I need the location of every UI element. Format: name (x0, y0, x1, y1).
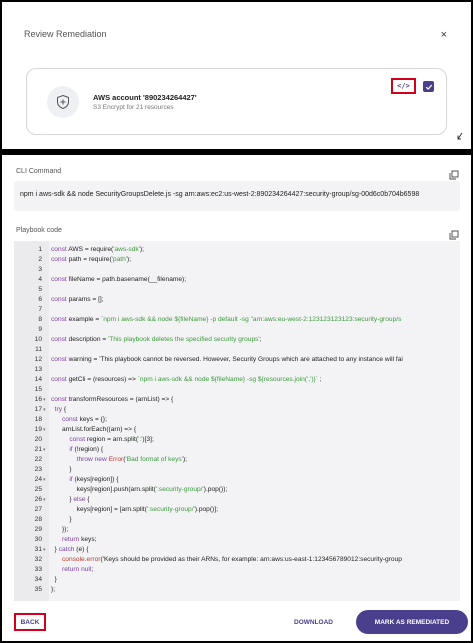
code-line (14, 465, 460, 475)
playbook-code-label: Playbook code (16, 227, 62, 234)
code-line (14, 455, 460, 465)
cli-command-text: npm i aws-sdk && node SecurityGroupsDelete.js -sg arn:aws:ec2:us-west-2:890234264427:security-group/sg-00d6c0b704b6598 (20, 191, 420, 198)
code-text: const path = require('path'); (51, 256, 132, 263)
line-number: 33 (34, 566, 42, 573)
line-number: 4 (38, 276, 42, 283)
code-line (14, 375, 460, 385)
code-line (14, 535, 460, 545)
line-number: 7 (38, 306, 42, 313)
back-button-label: BACK (20, 618, 40, 626)
cli-command-box[interactable] (14, 181, 460, 211)
fold-toggle-icon[interactable]: ▾ (43, 497, 46, 503)
code-line (14, 495, 460, 505)
code-line (14, 555, 460, 565)
code-line (14, 425, 460, 435)
code-text: }; (51, 586, 56, 593)
code-line (14, 275, 460, 285)
code-line (14, 385, 460, 395)
code-text: const params = []; (51, 296, 104, 303)
fold-toggle-icon[interactable]: ▾ (43, 397, 46, 403)
code-line (14, 415, 460, 425)
code-line (14, 355, 460, 365)
code-line (14, 255, 460, 265)
code-line (14, 445, 460, 455)
code-text: const warning = 'This playbook cannot be reversed. However, Security Groups which are attached to any instance will fai (51, 356, 403, 363)
fold-toggle-icon[interactable]: ▾ (43, 477, 46, 483)
code-text: const fileName = path.basename(__filename); (51, 276, 187, 283)
line-number: 30 (34, 536, 42, 543)
code-line (14, 475, 460, 485)
code-text: }); (51, 526, 69, 533)
code-text: } (51, 466, 72, 473)
fold-toggle-icon[interactable]: ▾ (43, 547, 46, 553)
line-number: 10 (34, 336, 42, 343)
code-line (14, 405, 460, 415)
account-card (26, 68, 447, 135)
code-line (14, 435, 460, 445)
line-number: 34 (34, 576, 42, 583)
code-text: } (51, 576, 57, 583)
code-text: if (keys[region]) { (69, 476, 119, 483)
code-text: const getCli = (resources) => `npm i aws-sdk && node ${fileName} -sg ${resources.join(',')}` ; (51, 376, 322, 383)
code-text: return keys; (62, 536, 97, 543)
code-line (14, 565, 460, 575)
review-remediation-header-panel (2, 2, 471, 149)
code-line (14, 345, 460, 355)
code-text: console.error('Keys should be provided as their ARNs, for example: arn:aws:us-east-1:123456789012:security-group (62, 556, 402, 563)
code-line (14, 335, 460, 345)
code-text: throw new Error('Bad format of keys'); (76, 456, 187, 463)
code-line (14, 365, 460, 375)
code-line (14, 305, 460, 315)
code-text: const description = 'This playbook deletes the specified security groups'; (51, 336, 262, 343)
line-number: 25 (34, 486, 42, 493)
line-number: 5 (38, 286, 42, 293)
back-button[interactable] (14, 613, 46, 631)
code-text: if (!region) { (69, 446, 104, 453)
code-text: const AWS = require('aws-sdk'); (51, 246, 144, 253)
code-text: } (51, 516, 72, 523)
close-icon[interactable]: × (440, 29, 447, 41)
code-line (14, 485, 460, 495)
line-number: 15 (34, 386, 42, 393)
code-line (14, 525, 460, 535)
line-number: 29 (34, 526, 42, 533)
line-number: 23 (34, 466, 42, 473)
remediation-details-panel (2, 155, 471, 641)
line-number: 12 (34, 356, 42, 363)
line-number: 13 (34, 366, 42, 373)
line-number: 8 (38, 316, 42, 323)
line-number: 35 (34, 586, 42, 593)
code-line (14, 505, 460, 515)
code-line (14, 585, 460, 595)
code-text: const region = arn.split(':')[3]; (69, 436, 154, 443)
line-number: 20 (34, 436, 42, 443)
code-text: } catch (e) { (51, 546, 89, 553)
select-checkbox[interactable] (423, 81, 434, 92)
code-line (14, 575, 460, 585)
code-text: const keys = {}; (62, 416, 107, 423)
code-line (14, 265, 460, 275)
line-number: 31 (34, 546, 42, 553)
code-line (14, 315, 460, 325)
code-line (14, 245, 460, 255)
line-number: 14 (34, 376, 42, 383)
fold-toggle-icon[interactable]: ▾ (43, 427, 46, 433)
dialog-title: Review Remediation (24, 29, 107, 39)
code-line (14, 285, 460, 295)
playbook-code-editor[interactable] (14, 241, 460, 601)
line-number: 26 (34, 496, 42, 503)
line-number: 11 (35, 346, 42, 353)
code-text: const transformResources = (arnList) => { (51, 396, 174, 403)
code-text: const example = `npm i aws-sdk && node ${fileName} -p default -sg "arn:aws:eu-west-2:123123123123:security-group/s (51, 316, 402, 323)
code-line (14, 395, 460, 405)
code-line (14, 515, 460, 525)
view-code-button[interactable] (391, 78, 416, 94)
fold-toggle-icon[interactable]: ▾ (43, 447, 46, 453)
line-number: 19 (34, 426, 42, 433)
mark-as-remediated-label: MARK AS REMEDIATED (374, 618, 450, 626)
line-number: 3 (38, 266, 42, 273)
checkmark-icon (425, 83, 433, 91)
code-line (14, 295, 460, 305)
line-number: 21 (34, 446, 42, 453)
fold-toggle-icon[interactable]: ▾ (43, 407, 46, 413)
line-number: 16 (34, 396, 42, 403)
collapse-arrow-icon[interactable] (457, 132, 463, 142)
code-text: keys[region] = [arn.split(':security-group/').pop()]; (51, 506, 218, 513)
mark-as-remediated-button[interactable] (356, 610, 468, 634)
line-number: 18 (34, 416, 42, 423)
code-icon: </> (397, 82, 410, 90)
code-text: arnList.forEach((arn) => { (51, 426, 137, 433)
line-number: 2 (38, 256, 42, 263)
shield-plus-icon (47, 86, 79, 118)
code-text: } else { (51, 496, 90, 503)
line-number: 22 (34, 456, 42, 463)
account-name: AWS account '890234264427' (93, 93, 197, 102)
account-subtitle: S3 Encrypt for 21 resources (93, 104, 174, 111)
code-text: try { (54, 406, 67, 413)
code-line (14, 545, 460, 555)
line-number: 17 (34, 406, 42, 413)
line-number: 6 (38, 296, 42, 303)
line-number: 28 (34, 516, 42, 523)
line-number: 24 (34, 476, 42, 483)
code-text: return null; (62, 566, 94, 573)
line-number: 27 (34, 506, 42, 513)
copy-playbook-icon[interactable] (449, 227, 459, 237)
line-number: 9 (38, 326, 42, 333)
code-text: keys[region].push(arn.split(':security-group/').pop()); (51, 486, 228, 493)
code-line (14, 325, 460, 335)
cli-command-label: CLI Command (16, 168, 62, 175)
line-number: 32 (34, 556, 42, 563)
line-number: 1 (38, 246, 42, 253)
download-button[interactable]: DOWNLOAD (294, 619, 333, 626)
copy-cli-icon[interactable] (449, 167, 459, 177)
